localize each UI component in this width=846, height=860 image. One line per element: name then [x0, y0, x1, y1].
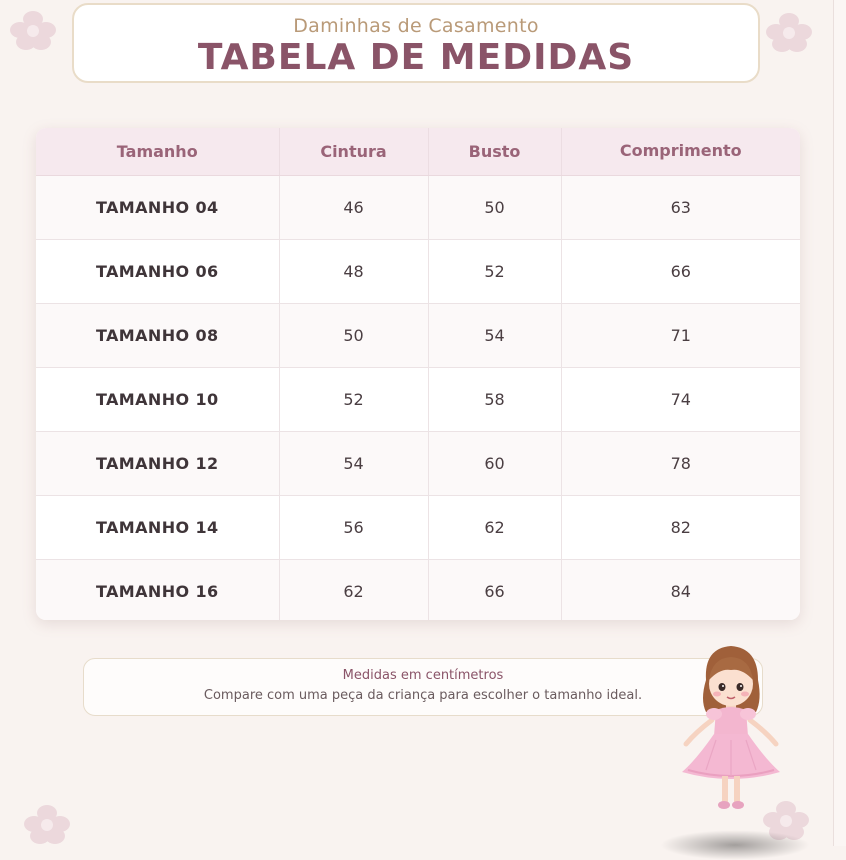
size-cell: TAMANHO 16 — [36, 560, 279, 621]
column-header-length: Comprimento — [561, 128, 800, 176]
waist-cell: 56 — [279, 496, 428, 560]
bust-cell: 52 — [428, 240, 561, 304]
table-row — [36, 496, 800, 560]
page-title: TABELA DE MEDIDAS — [197, 37, 635, 78]
length-cell: 74 — [561, 368, 800, 432]
flower-icon — [24, 804, 70, 844]
table-row — [36, 176, 800, 240]
bottom-shadow — [660, 830, 810, 860]
length-cell: 71 — [561, 304, 800, 368]
page-subtitle: Daminhas de Casamento — [293, 15, 539, 37]
table-row — [36, 560, 800, 621]
size-cell: TAMANHO 04 — [36, 176, 279, 240]
note-text: Compare com uma peça da criança para escolher o tamanho ideal. — [203, 688, 643, 703]
column-header-waist: Cintura — [279, 128, 428, 176]
table-row — [36, 432, 800, 496]
bust-cell: 50 — [428, 176, 561, 240]
bust-cell: 58 — [428, 368, 561, 432]
girl-illustration — [676, 640, 786, 820]
column-header-bust: Busto — [428, 128, 561, 176]
length-cell: 63 — [561, 176, 800, 240]
bust-cell: 62 — [428, 496, 561, 560]
waist-cell: 52 — [279, 368, 428, 432]
length-cell: 66 — [561, 240, 800, 304]
size-table — [36, 128, 800, 620]
note-title: Medidas em centímetros — [342, 668, 504, 683]
length-cell: 82 — [561, 496, 800, 560]
page-edge — [833, 0, 846, 846]
size-cell: TAMANHO 06 — [36, 240, 279, 304]
table-header-row — [36, 128, 800, 176]
waist-cell: 48 — [279, 240, 428, 304]
table-row — [36, 240, 800, 304]
size-cell: TAMANHO 08 — [36, 304, 279, 368]
table-row — [36, 368, 800, 432]
table-row — [36, 304, 800, 368]
header-card — [72, 3, 760, 83]
flower-icon — [10, 10, 56, 50]
bust-cell: 66 — [428, 560, 561, 621]
waist-cell: 62 — [279, 560, 428, 621]
waist-cell: 46 — [279, 176, 428, 240]
size-table-card — [36, 128, 800, 620]
flower-icon — [766, 12, 812, 52]
waist-cell: 54 — [279, 432, 428, 496]
waist-cell: 50 — [279, 304, 428, 368]
bust-cell: 60 — [428, 432, 561, 496]
size-cell: TAMANHO 12 — [36, 432, 279, 496]
column-header-size: Tamanho — [36, 128, 279, 176]
measurement-note — [83, 658, 763, 716]
bust-cell: 54 — [428, 304, 561, 368]
length-cell: 84 — [561, 560, 800, 621]
length-cell: 78 — [561, 432, 800, 496]
size-cell: TAMANHO 10 — [36, 368, 279, 432]
size-cell: TAMANHO 14 — [36, 496, 279, 560]
